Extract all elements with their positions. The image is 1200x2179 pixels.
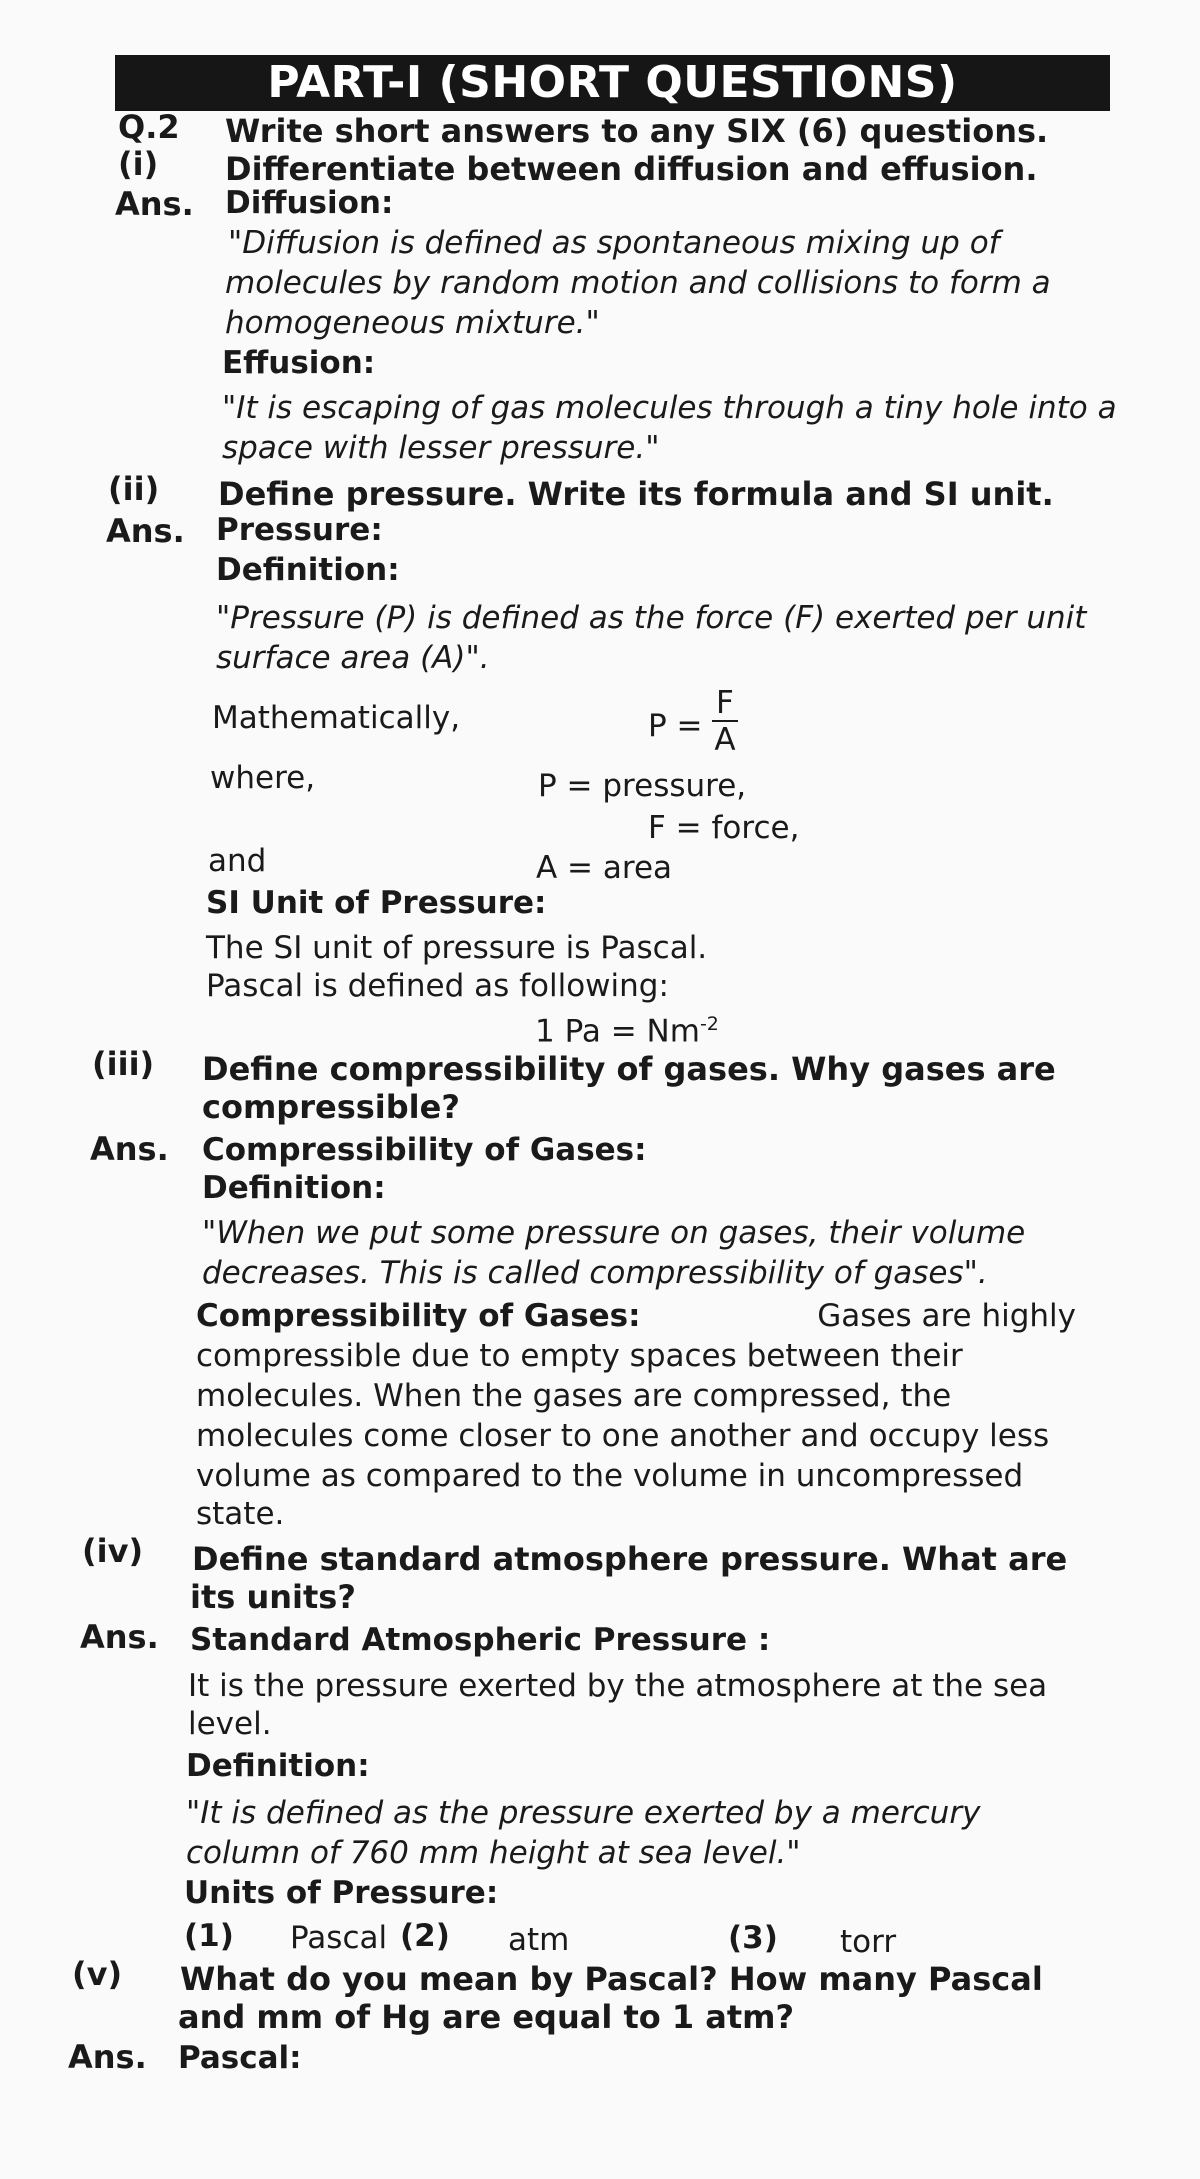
formula-denominator: A — [714, 722, 736, 758]
paragraph-line: molecules come closer to one another and occupy less — [196, 1418, 1050, 1454]
unit-number: (3) — [728, 1920, 778, 1956]
question-number: (iii) — [92, 1045, 155, 1083]
body-text: level. — [188, 1706, 272, 1742]
question-text: and mm of Hg are equal to 1 atm? — [178, 1998, 795, 2036]
paragraph-line — [196, 1338, 1076, 1374]
answer-label: Ans. — [115, 185, 194, 223]
section-header: PART-I (SHORT QUESTIONS) — [115, 55, 1110, 111]
formula-fraction — [712, 686, 738, 758]
quote-line: homogeneous mixture." — [225, 305, 600, 341]
question-number: (i) — [118, 145, 159, 183]
quote-line: "It is defined as the pressure exerted by a mercury — [186, 1795, 981, 1831]
question-text: compressible? — [202, 1088, 460, 1126]
paragraph-heading: Compressibility of Gases: — [196, 1298, 641, 1334]
variable-definition: F = force, — [648, 810, 800, 846]
subheading: Definition: — [216, 552, 400, 588]
subheading: Definition: — [186, 1748, 370, 1784]
subheading: Pressure: — [216, 512, 383, 548]
body-text: It is the pressure exerted by the atmosphere at the sea — [188, 1668, 1048, 1704]
quote-line: surface area (A)". — [216, 640, 490, 676]
paragraph-line: volume as compared to the volume in uncompressed — [196, 1458, 1024, 1494]
answer-label: Ans. — [90, 1130, 169, 1168]
quote-line: "Diffusion is defined as spontaneous mixing up of — [228, 225, 1000, 261]
question-number: Q.2 — [118, 108, 180, 146]
subheading: Pascal: — [178, 2040, 302, 2076]
quote-line: "Pressure (P) is defined as the force (F) exerted per unit — [216, 600, 1087, 636]
question-text: its units? — [190, 1578, 356, 1616]
answer-label: Ans. — [80, 1618, 159, 1656]
question-text: Define pressure. Write its formula and SI unit. — [218, 475, 1054, 513]
quote-line: decreases. This is called compressibility of gases". — [202, 1255, 988, 1291]
subheading: Compressibility of Gases: — [202, 1132, 647, 1168]
pascal-equation-base: 1 Pa = Nm — [535, 1013, 700, 1050]
subheading: Definition: — [202, 1170, 386, 1206]
unit-number: (2) — [400, 1918, 450, 1954]
question-text-line: Define compressibility of gases. Why gases are — [202, 1050, 1056, 1088]
quote-line: column of 760 mm height at sea level." — [186, 1835, 801, 1871]
unit-name: atm — [508, 1922, 570, 1958]
paragraph-text: compressible due to empty spaces between their — [196, 1338, 963, 1374]
math-label: Mathematically, — [212, 700, 461, 736]
quote-line: molecules by random motion and collisions to form a — [225, 265, 1051, 301]
formula-numerator: F — [712, 686, 738, 722]
quote-line: space with lesser pressure." — [222, 430, 660, 466]
answer-label: Ans. — [106, 512, 185, 550]
body-text: Pascal is defined as following: — [206, 968, 669, 1004]
paragraph-first-line — [196, 1298, 1076, 1334]
question-number: (ii) — [108, 470, 160, 508]
question-text: Define standard atmosphere pressure. What are — [192, 1540, 1068, 1578]
subheading: Standard Atmospheric Pressure : — [190, 1622, 771, 1658]
and-label: and — [208, 843, 267, 879]
pascal-equation-exponent: -2 — [699, 1013, 719, 1035]
paragraph-line: state. — [196, 1496, 285, 1532]
quote-line: "When we put some pressure on gases, their volume — [202, 1215, 1026, 1251]
unit-number: (1) — [184, 1918, 234, 1954]
paragraph-text: Gases are highly — [817, 1298, 1076, 1334]
subheading: SI Unit of Pressure: — [206, 885, 547, 921]
answer-label: Ans. — [68, 2038, 147, 2076]
paragraph-line: molecules. When the gases are compressed, the — [196, 1378, 952, 1414]
question-instruction: Write short answers to any SIX (6) questions. — [225, 112, 1049, 150]
question-number: (v) — [72, 1955, 123, 1993]
question-text — [202, 1050, 1080, 1088]
question-text: Differentiate between diffusion and effusion. — [225, 150, 1038, 188]
unit-name: Pascal — [290, 1920, 388, 1956]
where-label: where, — [210, 760, 316, 796]
variable-definition: P = pressure, — [538, 768, 747, 804]
pascal-equation — [535, 1013, 719, 1049]
question-text: What do you mean by Pascal? How many Pascal — [180, 1960, 1043, 1998]
formula-lhs: P = — [648, 708, 703, 744]
body-text: The SI unit of pressure is Pascal. — [206, 930, 708, 966]
subheading: Diffusion: — [225, 185, 394, 221]
unit-name: torr — [840, 1924, 897, 1960]
subheading: Effusion: — [222, 345, 376, 381]
question-number: (iv) — [82, 1532, 144, 1570]
subheading: Units of Pressure: — [184, 1875, 499, 1911]
quote-line: "It is escaping of gas molecules through a tiny hole into a — [222, 390, 1117, 426]
variable-definition: A = area — [536, 850, 673, 886]
